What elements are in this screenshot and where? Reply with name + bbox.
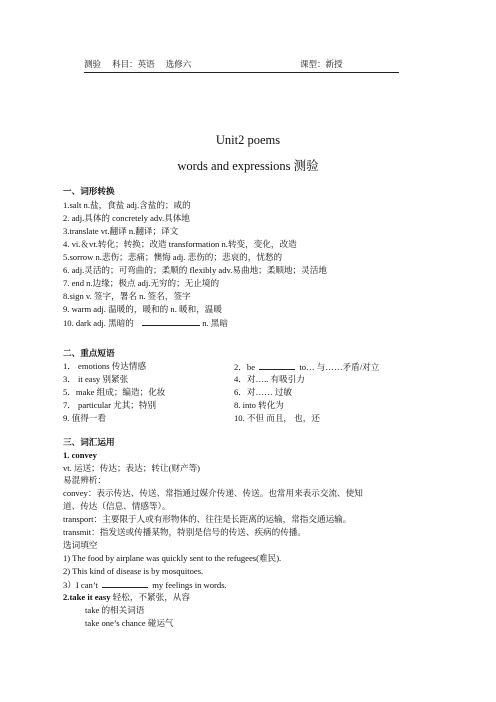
phrase-row-1 [63, 361, 146, 372]
sec1-line-3: 3.translate vt.翻译 n.翻译；译文 [63, 226, 179, 236]
section2-heading: 二、重点短语 [63, 348, 115, 358]
take-it-easy-word: 2.take it easy [63, 592, 111, 602]
take-it-easy-definition: 轻松，不紧张，从容 [110, 592, 190, 602]
phrase-6: 6．对…… 过敏 [234, 387, 293, 397]
phrase-5: 5．make 组成；编造；化妆 [63, 387, 166, 397]
header-test: 测验 [84, 59, 102, 69]
convey-explanation-2: 道、传达（信息、情感等）。 [63, 501, 171, 511]
convey-definition: vt. 运送；传达；表达；转让(财产等) [63, 463, 201, 473]
doc-subtitle: words and expressions 测验 [177, 159, 319, 173]
sec1-line-8: 8.sign v. 签字，署名 n. 签名，签字 [63, 291, 191, 301]
exercise-3-end: my feelings in words. [152, 580, 227, 590]
compare-label: 易混辨析： [63, 475, 106, 485]
phrase-4: 4．对….. 有吸引力 [234, 374, 305, 384]
phrase-8: 8. into 转化为 [234, 400, 284, 410]
phrase-2-text: 2．be [234, 362, 256, 372]
exercise-2: 2) This kind of disease is by mosquitoes. [63, 566, 204, 576]
section3-heading: 三、词汇运用 [63, 437, 115, 447]
page-header [84, 58, 399, 73]
vocab-word-take-it-easy [63, 592, 190, 603]
sec1-line-7: 7. end n.边缘；极点 adj.无穷的；无止境的 [63, 278, 220, 288]
phrase-1: 1． emotions 传达情感 [63, 361, 147, 371]
sec1-line-2: 2. adj.具体的 concretely adv.具体地 [63, 213, 190, 223]
answer-blank[interactable] [142, 317, 200, 326]
phrase-7: 7． particular 尤其；特别 [63, 400, 157, 410]
phrase-2-tail: to… 与……矛盾/对立 [299, 362, 380, 372]
sec1-line-1: 1.salt n.盐，食盐 adj.含盐的；咸的 [63, 200, 191, 210]
sec1-line-9: 9. warm adj. 温暖的，暖和的 n. 暖和，温暖 [63, 304, 222, 314]
vocab-word-convey: 1. convey [63, 450, 97, 460]
header-book: 选修六 [165, 59, 192, 69]
transport-explanation: transport：主要限于人或有形物体的、往往是长距离的运输，常指交通运输。 [63, 514, 352, 524]
header-subject: 科目：英语 [112, 59, 155, 69]
doc-title: Unit2 poems [215, 133, 281, 147]
convey-explanation-1: convey：表示传达、传送、常指通过媒介传递、传送。也常用来表示交流、使知 [63, 488, 363, 498]
phrase-3: 3． it easy 别紧张 [63, 374, 129, 384]
exercise-3-start: 3）I can’t [63, 580, 98, 590]
related-words-label: take 的相关词语 [85, 605, 145, 615]
sec1-line-10-tail: n. 黑暗 [202, 318, 228, 328]
sec1-line-10 [63, 317, 228, 329]
phrase-2 [234, 361, 379, 373]
exercise-1: 1) The food by airplane was quickly sent to the refugees(难民). [63, 553, 282, 563]
answer-blank[interactable] [102, 579, 148, 588]
related-word-1: take one’s chance 碰运气 [85, 618, 174, 628]
sec1-line-5: 5.sorrow n.悲伤；悲痛；懊悔 adj. 悲伤的；悲哀的，忧愁的 [63, 252, 283, 262]
exercise-3 [63, 579, 227, 591]
sec1-line-4: 4. vi.＆vt.转化；转换；改造 transformation n.转变，变化，改造 [63, 239, 297, 249]
fill-in-label: 选词填空 [63, 540, 98, 550]
header-lesson-type: 课型：新授 [300, 59, 343, 69]
section1-heading: 一、词形转换 [63, 186, 115, 196]
phrase-10: 10. 不但 而且， 也，还 [234, 413, 320, 423]
answer-blank[interactable] [259, 361, 295, 370]
sec1-line-10-text: 10. dark adj. 黑暗的 [63, 318, 134, 328]
transmit-explanation: transmit：指发送或传播某物，特别是信号的传送、疾病的传播。 [63, 527, 307, 537]
phrase-9: 9. 值得一看 [63, 413, 106, 423]
sec1-line-6: 6. adj.灵活的；可弯曲的；柔顺的 flexibly adv.易曲地；柔顺地；灵活地 [63, 265, 327, 275]
